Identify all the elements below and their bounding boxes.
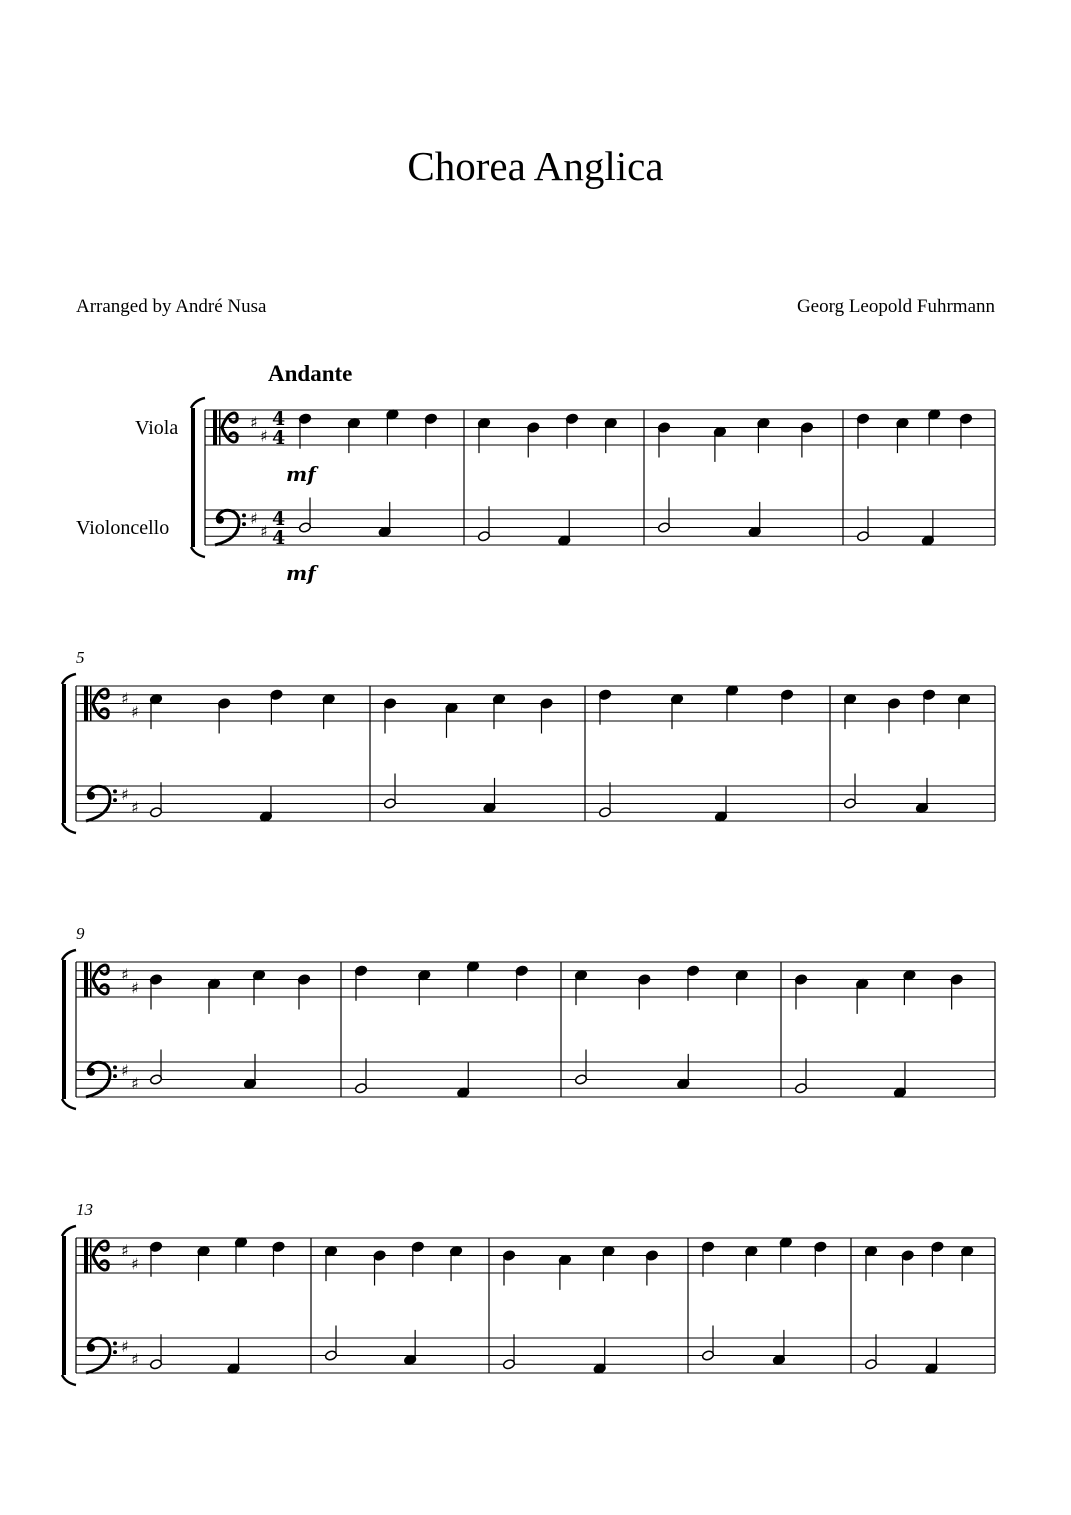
bass-clef-dot: [87, 1068, 95, 1076]
sharp-accidental: ♯: [121, 689, 129, 709]
bass-clef-dot: [113, 789, 117, 793]
bass-clef-dot: [113, 1065, 117, 1069]
alto-clef-curve: [93, 980, 108, 995]
sharp-accidental: ♯: [121, 784, 129, 804]
alto-clef-bar: [219, 410, 221, 445]
sharp-accidental: ♯: [131, 1349, 139, 1369]
alto-clef-bar: [84, 1238, 88, 1273]
alto-clef-curve: [93, 1256, 108, 1271]
sharp-accidental: ♯: [121, 1060, 129, 1080]
notes: [149, 409, 973, 1375]
sharp-accidental: ♯: [250, 413, 258, 433]
sharp-accidental: ♯: [121, 965, 129, 985]
measure-number-5: 5: [76, 648, 85, 667]
alto-clef-curve: [93, 704, 108, 719]
bracket-hook: [62, 1226, 76, 1236]
sharp-accidental: ♯: [121, 1241, 129, 1261]
system-bracket: [62, 684, 66, 823]
time-sig-top-viola: 4: [272, 408, 286, 430]
bass-clef-dot: [216, 516, 224, 524]
bass-clef-dot: [113, 1350, 117, 1354]
sharp-accidental: ♯: [131, 1073, 139, 1093]
alto-clef-bar: [84, 962, 88, 997]
instrument-label-cello: Violoncello: [76, 517, 170, 539]
bass-clef-dot: [113, 1341, 117, 1345]
alto-clef-curve: [222, 413, 237, 428]
staff-lines: [62, 398, 995, 1385]
sharp-accidental: ♯: [250, 508, 258, 528]
time-sig-top-cello: 4: [272, 508, 286, 530]
piece-title: Chorea Anglica: [407, 143, 664, 189]
sharp-accidental: ♯: [131, 1254, 139, 1274]
composer-credit: Georg Leopold Fuhrmann: [796, 296, 995, 317]
bass-clef-dot: [113, 1074, 117, 1078]
sharp-accidental: ♯: [131, 978, 139, 998]
bracket-hook: [62, 1375, 76, 1385]
bass-clef-dot: [87, 792, 95, 800]
system-bracket: [62, 1236, 66, 1375]
sharp-accidental: ♯: [260, 426, 268, 446]
bass-clef-dot: [113, 798, 117, 802]
arranger-credit: Arranged by André Nusa: [76, 296, 267, 317]
bass-clef-dot: [242, 513, 246, 517]
system-bracket: [62, 960, 66, 1099]
sharp-accidental: ♯: [121, 1336, 129, 1356]
sharp-accidental: ♯: [131, 797, 139, 817]
bass-clef-dot: [242, 522, 246, 526]
system-bracket: [191, 408, 195, 547]
bracket-hook: [62, 950, 76, 960]
time-sig-bottom-viola: 4: [272, 427, 286, 449]
measure-number-13: 13: [76, 1200, 93, 1219]
tempo-marking: Andante: [268, 361, 353, 386]
bracket-hook: [62, 823, 76, 833]
alto-clef-curve: [93, 965, 108, 980]
alto-clef-bar: [90, 962, 92, 997]
alto-clef-bar: [90, 1238, 92, 1273]
measure-number-9: 9: [76, 924, 85, 943]
alto-clef-curve: [93, 1241, 108, 1256]
bracket-hook: [191, 547, 205, 557]
alto-clef-bar: [84, 686, 88, 721]
bracket-hook: [191, 398, 205, 408]
alto-clef-curve: [93, 689, 108, 704]
instrument-label-viola: Viola: [135, 417, 179, 439]
sharp-accidental: ♯: [131, 702, 139, 722]
alto-clef-bar: [213, 410, 217, 445]
alto-clef-curve: [222, 428, 237, 443]
clefs: [84, 410, 268, 1373]
dynamic-mf-cello: mf: [286, 561, 316, 585]
time-sig-bottom-cello: 4: [272, 527, 286, 549]
dynamic-mf-viola: mf: [286, 462, 316, 486]
alto-clef-bar: [90, 686, 92, 721]
bracket-hook: [62, 674, 76, 684]
sharp-accidental: ♯: [260, 521, 268, 541]
bass-clef-dot: [87, 1344, 95, 1352]
bracket-hook: [62, 1099, 76, 1109]
